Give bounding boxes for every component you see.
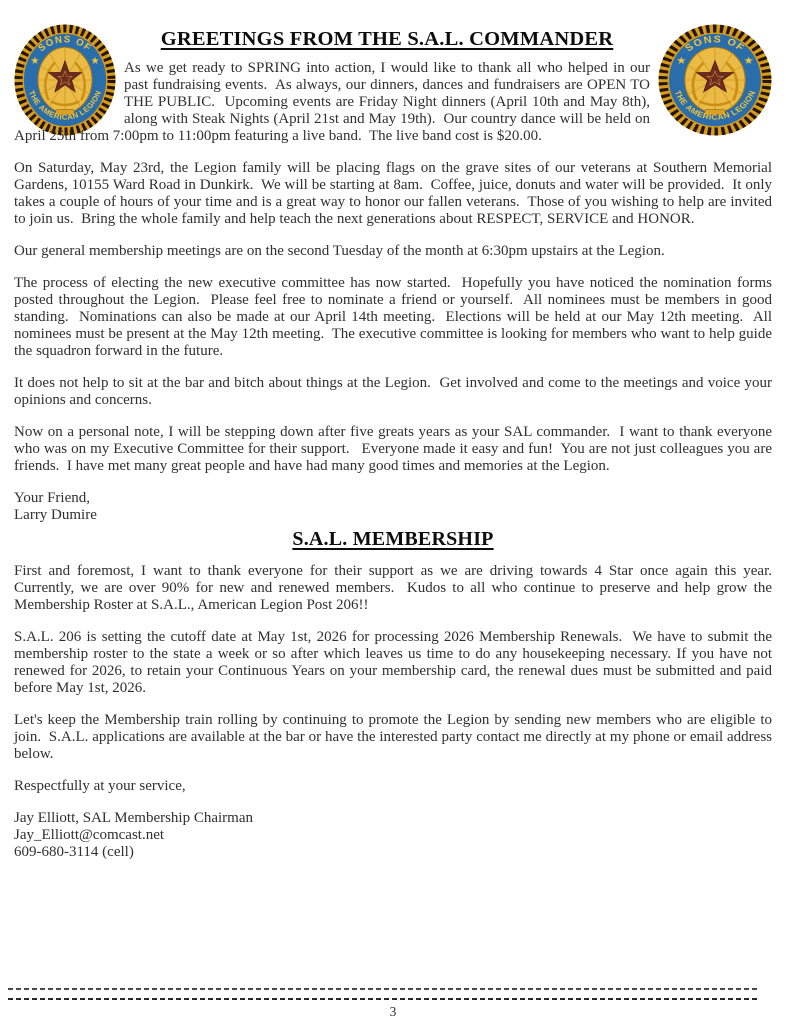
- sal-emblem-left: [14, 26, 116, 122]
- contact-name: Jay Elliott, SAL Membership Chairman: [14, 809, 253, 826]
- signoff-name: Larry Dumire: [14, 506, 97, 523]
- commander-section-title: GREETINGS FROM THE S.A.L. COMMANDER: [160, 28, 614, 50]
- commander-paragraph-1: As we get ready to SPRING into action, I would like to thank all who helped in our past fundraising events. As always, our dinners, dances and fundraisers are OPEN TO THE PUBLIC. Upcoming events are Friday Night dinners (April 10th and May 8th), along with Steak Nights (April 21st and May 19th). Our country dance will be held on April 25th from 7:00pm to 11:00pm featuring a live band. The live band cost is $20.00.: [14, 59, 654, 144]
- commander-paragraph-3: Our general membership meetings are on the second Tuesday of the month at 6:30pm upstairs at the Legion.: [14, 242, 665, 259]
- contact-email: Jay_Elliott@comcast.net: [14, 826, 165, 843]
- page-footer: [0, 988, 786, 1020]
- page-number: 3: [389, 1004, 397, 1019]
- commander-paragraph-6: Now on a personal note, I will be stepping down after five greats years as your SAL commander. I want to thank everyone who was on my Executive Committee for their support. Everyone made it easy and fun! You are not just colleagues you are friends. I have met many great people and have had many good times and memories at the Legion.: [14, 423, 776, 474]
- membership-paragraph-3: Let's keep the Membership train rolling by continuing to promote the Legion by sending new members who are eligible to join. S.A.L. applications are available at the bar or have the interested party contact me directly at my phone or email address below.: [14, 711, 776, 762]
- membership-contact: [14, 810, 772, 861]
- sal-emblem-icon: [14, 24, 116, 136]
- commander-paragraph-4: The process of electing the new executive committee has now started. Hopefully you have noticed the nomination forms posted throughout the Legion. Please feel free to nominate a friend or yourself. All nominees must be members in good standing. Nominations can also be made at our April 14th meeting. Elections will be held at our May 12th meeting. All nominees must be present at the May 12th meeting. The executive committee is looking for members who want to help guide the squadron forward in the future.: [14, 274, 776, 359]
- sal-emblem-right: [658, 26, 772, 122]
- dashed-divider-top: [8, 988, 758, 990]
- dashed-divider-bottom: [8, 998, 758, 1000]
- membership-paragraph-2: S.A.L. 206 is setting the cutoff date at May 1st, 2026 for processing 2026 Membership Renewals. We have to submit the membership roster to the state a week or so after which leaves us time to do any housekeeping necessary. If you have not renewed for 2026, to retain your Continuous Years on your membership card, the renewal dues must be submitted and paid before May 1st, 2026.: [14, 628, 776, 696]
- membership-signoff: Respectfully at your service,: [14, 777, 186, 794]
- sal-emblem-icon: [658, 24, 772, 136]
- commander-paragraph-2: On Saturday, May 23rd, the Legion family will be placing flags on the grave sites of our veterans at Southern Memorial Gardens, 10155 Ward Road in Dunkirk. We will be starting at 8am. Coffee, juice, donuts and water will be provided. It only takes a couple of hours of your time and is a great way to honor our fallen veterans. Those of you wishing to help are invited to join us. Bring the whole family and help teach the next generations about RESPECT, SERVICE and HONOR.: [14, 159, 776, 227]
- membership-paragraph-1: First and foremost, I want to thank everyone for their support as we are driving towards 4 Star once again this year. Currently, we are over 90% for new and renewed members. Kudos to all who continue to preserve and help grow the Membership Roster at S.A.L., American Legion Post 206!!: [14, 562, 780, 613]
- commander-signoff: [14, 490, 772, 524]
- membership-section-title: S.A.L. MEMBERSHIP: [292, 527, 494, 550]
- contact-phone: 609-680-3114 (cell): [14, 843, 134, 860]
- signoff-closing: Your Friend,: [14, 489, 90, 506]
- commander-paragraph-5: It does not help to sit at the bar and bitch about things at the Legion. Get involved and come to the meetings and voice your opinions and concerns.: [14, 374, 776, 408]
